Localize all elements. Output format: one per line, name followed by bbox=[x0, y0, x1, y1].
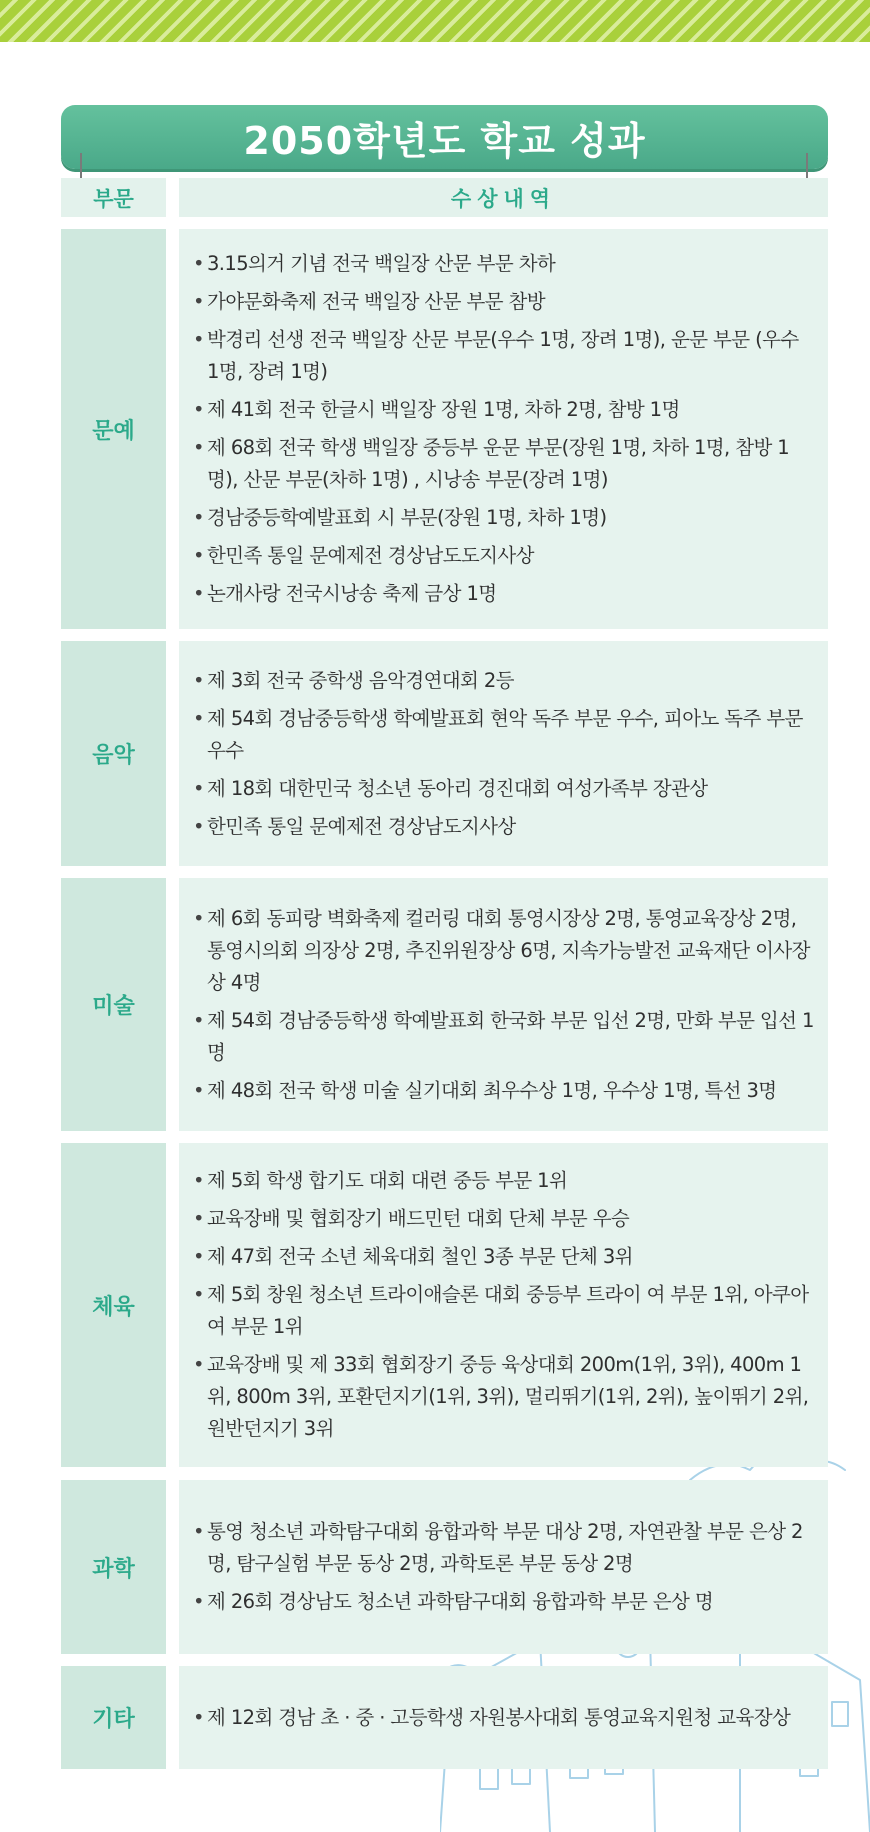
award-item: • 제 12회 경남 초 · 중 · 고등학생 자원봉사대회 통영교육지원청 교육장상 bbox=[191, 1702, 814, 1734]
award-item: • 제 68회 전국 학생 백일장 중등부 운문 부문(장원 1명, 차하 1명, 참방 1명), 산문 부문(차하 1명) , 시낭송 부문(장려 1명) bbox=[191, 432, 814, 496]
category-cell: 문예 bbox=[61, 229, 166, 629]
table-row bbox=[61, 1666, 828, 1769]
awards-list bbox=[179, 1143, 828, 1467]
award-item: • 제 6회 동피랑 벽화축제 컬러링 대회 통영시장상 2명, 통영교육장상 2명, 통영시의회 의장상 2명, 추진위원장상 6명, 지속가능발전 교육재단 이사장상 4명 bbox=[191, 903, 814, 999]
header-awards: 수상내역 bbox=[179, 178, 828, 217]
awards-list bbox=[179, 1480, 828, 1654]
award-item: • 제 54회 경남중등학생 학예발표회 한국화 부문 입선 2명, 만화 부문 입선 1명 bbox=[191, 1005, 814, 1069]
category-cell: 음악 bbox=[61, 641, 166, 866]
award-item: • 제 47회 전국 소년 체육대회 철인 3종 부문 단체 3위 bbox=[191, 1241, 814, 1273]
table-row bbox=[61, 641, 828, 866]
awards-list bbox=[179, 1666, 828, 1769]
awards-list bbox=[179, 878, 828, 1131]
table-row bbox=[61, 1143, 828, 1467]
award-item: • 한민족 통일 문예제전 경상남도도지사상 bbox=[191, 540, 814, 572]
header-category: 부문 bbox=[61, 178, 166, 217]
award-item: • 논개사랑 전국시낭송 축제 금상 1명 bbox=[191, 578, 814, 610]
table-row bbox=[61, 229, 828, 629]
category-cell: 미술 bbox=[61, 878, 166, 1131]
title-banner bbox=[61, 105, 828, 169]
award-item: • 교육장배 및 협회장기 배드민턴 대회 단체 부문 우승 bbox=[191, 1203, 814, 1235]
table-row bbox=[61, 1480, 828, 1654]
award-item: • 통영 청소년 과학탐구대회 융합과학 부문 대상 2명, 자연관찰 부문 은상 2명, 탐구실험 부문 동상 2명, 과학토론 부문 동상 2명 bbox=[191, 1516, 814, 1580]
award-item: • 경남중등학예발표회 시 부문(장원 1명, 차하 1명) bbox=[191, 502, 814, 534]
award-item: • 제 5회 학생 합기도 대회 대련 중등 부문 1위 bbox=[191, 1165, 814, 1197]
table-row bbox=[61, 878, 828, 1131]
award-item: • 제 3회 전국 중학생 음악경연대회 2등 bbox=[191, 665, 814, 697]
award-item: • 제 48회 전국 학생 미술 실기대회 최우수상 1명, 우수상 1명, 특선 3명 bbox=[191, 1075, 814, 1107]
award-item: • 제 26회 경상남도 청소년 과학탐구대회 융합과학 부문 은상 명 bbox=[191, 1586, 814, 1618]
category-cell: 기타 bbox=[61, 1666, 166, 1769]
award-item: • 제 5회 창원 청소년 트라이애슬론 대회 중등부 트라이 여 부문 1위, 아쿠아 여 부문 1위 bbox=[191, 1279, 814, 1343]
award-item: • 제 41회 전국 한글시 백일장 장원 1명, 차하 2명, 참방 1명 bbox=[191, 394, 814, 426]
award-item: • 한민족 통일 문예제전 경상남도지사상 bbox=[191, 811, 814, 843]
award-item: • 제 18회 대한민국 청소년 동아리 경진대회 여성가족부 장관상 bbox=[191, 773, 814, 805]
awards-list bbox=[179, 641, 828, 866]
category-cell: 체육 bbox=[61, 1143, 166, 1467]
awards-list bbox=[179, 229, 828, 629]
award-item: • 제 54회 경남중등학생 학예발표회 현악 독주 부문 우수, 피아노 독주 부문 우수 bbox=[191, 703, 814, 767]
award-item: • 가야문화축제 전국 백일장 산문 부문 참방 bbox=[191, 286, 814, 318]
award-item: • 교육장배 및 제 33회 협회장기 중등 육상대회 200m(1위, 3위), 400m 1위, 800m 3위, 포환던지기(1위, 3위), 멀리뛰기(1위, 2위), 높이뛰기 2위, 원반던지기 3위 bbox=[191, 1349, 814, 1445]
page-title: 2050학년도 학교 성과 bbox=[243, 118, 646, 163]
category-cell: 과학 bbox=[61, 1480, 166, 1654]
award-item: • 3.15의거 기념 전국 백일장 산문 부문 차하 bbox=[191, 248, 814, 280]
top-stripe-banner bbox=[0, 0, 870, 42]
award-item: • 박경리 선생 전국 백일장 산문 부문(우수 1명, 장려 1명), 운문 부문 (우수 1명, 장려 1명) bbox=[191, 324, 814, 388]
